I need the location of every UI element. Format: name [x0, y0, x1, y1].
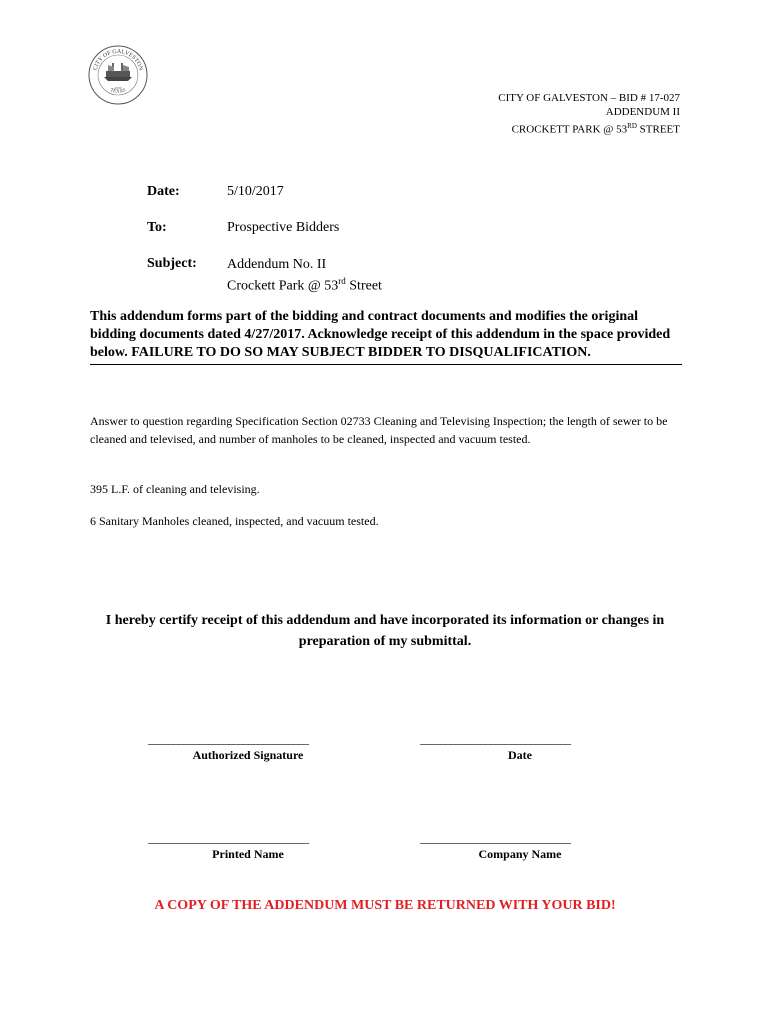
- svg-text:TEXAS: TEXAS: [109, 88, 127, 95]
- question-answer-paragraph: Answer to question regarding Specification Section 02733 Cleaning and Televising Inspection; the length of sewer to be cleaned and televised, and number of manholes to be cleaned, inspected and vacuum tested.: [90, 414, 668, 446]
- certification-statement: I hereby certify receipt of this addendum and have incorporated its information or changes in preparation of my submittal.: [105, 613, 665, 649]
- manholes-paragraph: 6 Sanitary Manholes cleaned, inspected, and vacuum tested.: [90, 514, 379, 528]
- subject-label: Subject:: [147, 256, 197, 271]
- to-value: Prospective Bidders: [227, 220, 340, 235]
- bid-number: CITY OF GALVESTON – BID # 17-027: [498, 92, 680, 104]
- date-label: Date:: [147, 184, 180, 199]
- date-signature-label: Date: [508, 748, 532, 762]
- return-warning: A COPY OF THE ADDENDUM MUST BE RETURNED WITH YOUR BID!: [154, 898, 616, 913]
- authorized-signature-label: Authorized Signature: [192, 748, 304, 762]
- addendum-intro: This addendum forms part of the bidding and contract documents and modifies the original bidding documents dated 4/27/2017. Acknowledge receipt of this addendum in the space provided below. FAILURE TO DO SO MAY SUBJECT BIDDER TO DISQUALIFICATION.: [90, 308, 682, 365]
- printed-name-line[interactable]: ________________________________: [148, 831, 308, 845]
- addendum-number: ADDENDUM II: [605, 106, 680, 118]
- project-name: CROCKETT PARK @ 53RD STREET: [511, 122, 680, 136]
- printed-name-label: Printed Name: [212, 847, 284, 861]
- cleaning-length-paragraph: 395 L.F. of cleaning and televising.: [90, 482, 260, 496]
- date-signature-line[interactable]: ______________________________: [420, 732, 570, 746]
- to-label: To:: [147, 220, 167, 235]
- date-value: 5/10/2017: [227, 184, 284, 199]
- svg-text:CITY OF GALVESTON: CITY OF GALVESTON: [92, 48, 144, 72]
- authorized-signature-line[interactable]: ________________________________: [148, 732, 308, 746]
- company-name-label: Company Name: [478, 847, 562, 861]
- document-header: [498, 91, 680, 137]
- svg-text:1839: 1839: [114, 86, 122, 90]
- company-name-line[interactable]: ______________________________: [420, 831, 570, 845]
- subject-value: Addendum No. II Crockett Park @ 53rd Street: [227, 257, 382, 294]
- city-seal-logo: [88, 45, 148, 105]
